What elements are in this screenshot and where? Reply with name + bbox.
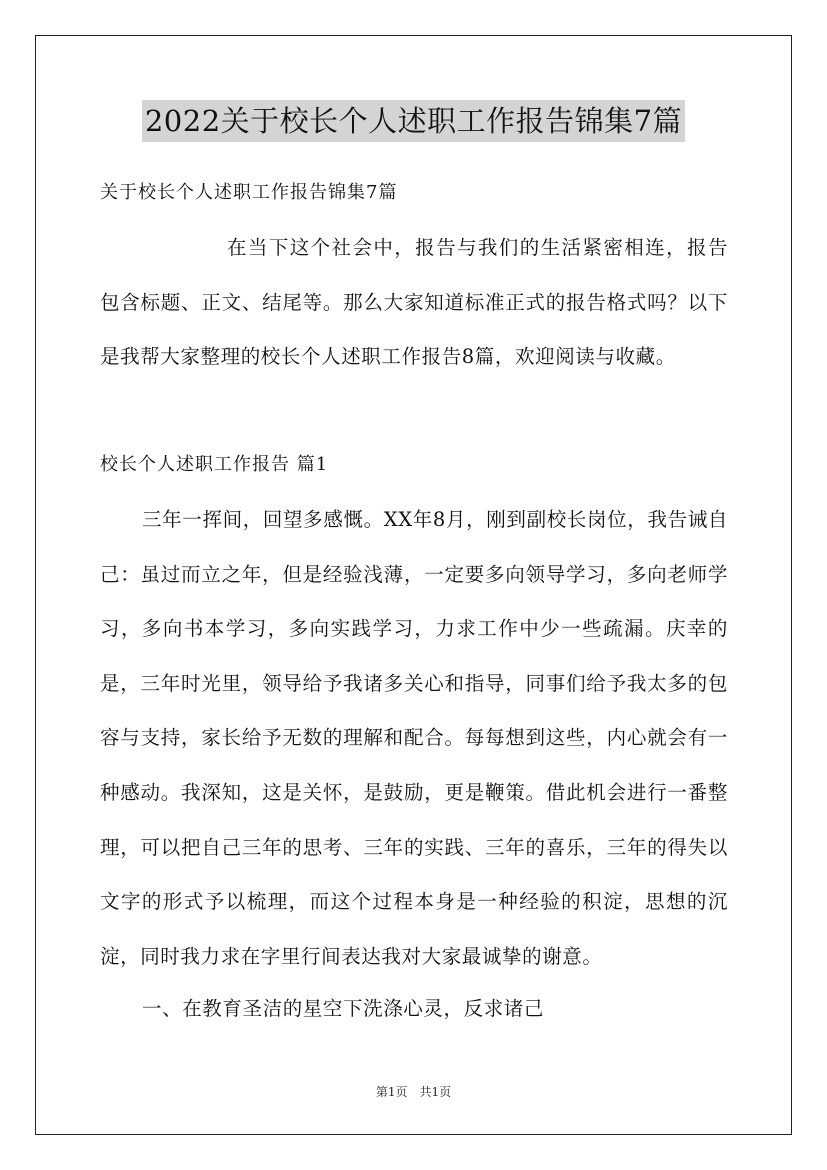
document-subtitle: 关于校长个人述职工作报告锦集7篇 <box>100 182 398 203</box>
body-paragraph: 三年一挥间，回望多感慨。XX年8月，刚到副校长岗位，我告诫自己：虽过而立之年，但是经验浅薄，一定要多向领导学习，多向老师学习，多向书本学习，多向实践学习，力求工作中少一些疏漏。庆幸的是，三年时光里，领导给予我诸多关心和指导，同事们给予我太多的包容与支持，家长给予无数的理解和配合。每每想到这些，内心就会有一种感动。我深知，这是关怀，是鼓励，更是鞭策。借此机会进行一番整理，可以把自己三年的思考、三年的实践、三年的喜乐，三年的得失以文字的形式予以梳理，而这个过程本身是一种经验的积淀，思想的沉淀，同时我力求在字里行间表达我对大家最诚挚的谢意。 <box>100 508 728 968</box>
section-heading: 校长个人述职工作报告 篇1 <box>100 454 329 475</box>
sub-heading: 一、在教育圣洁的星空下洗涤心灵，反求诸己 <box>142 997 545 1020</box>
intro-paragraph: 在当下这个社会中，报告与我们的生活紧密相连，报告包含标题、正文、结尾等。那么大家知道标准正式的报告格式吗？以下是我帮大家整理的校长个人述职工作报告8篇，欢迎阅读与收藏。 <box>100 236 728 369</box>
page-footer <box>0 1083 827 1101</box>
page-number: 第1页 <box>375 1085 408 1099</box>
page-total: 共1页 <box>419 1085 452 1099</box>
document-title <box>0 100 827 142</box>
document-title-text: 2022关于校长个人述职工作报告锦集7篇 <box>142 100 685 142</box>
